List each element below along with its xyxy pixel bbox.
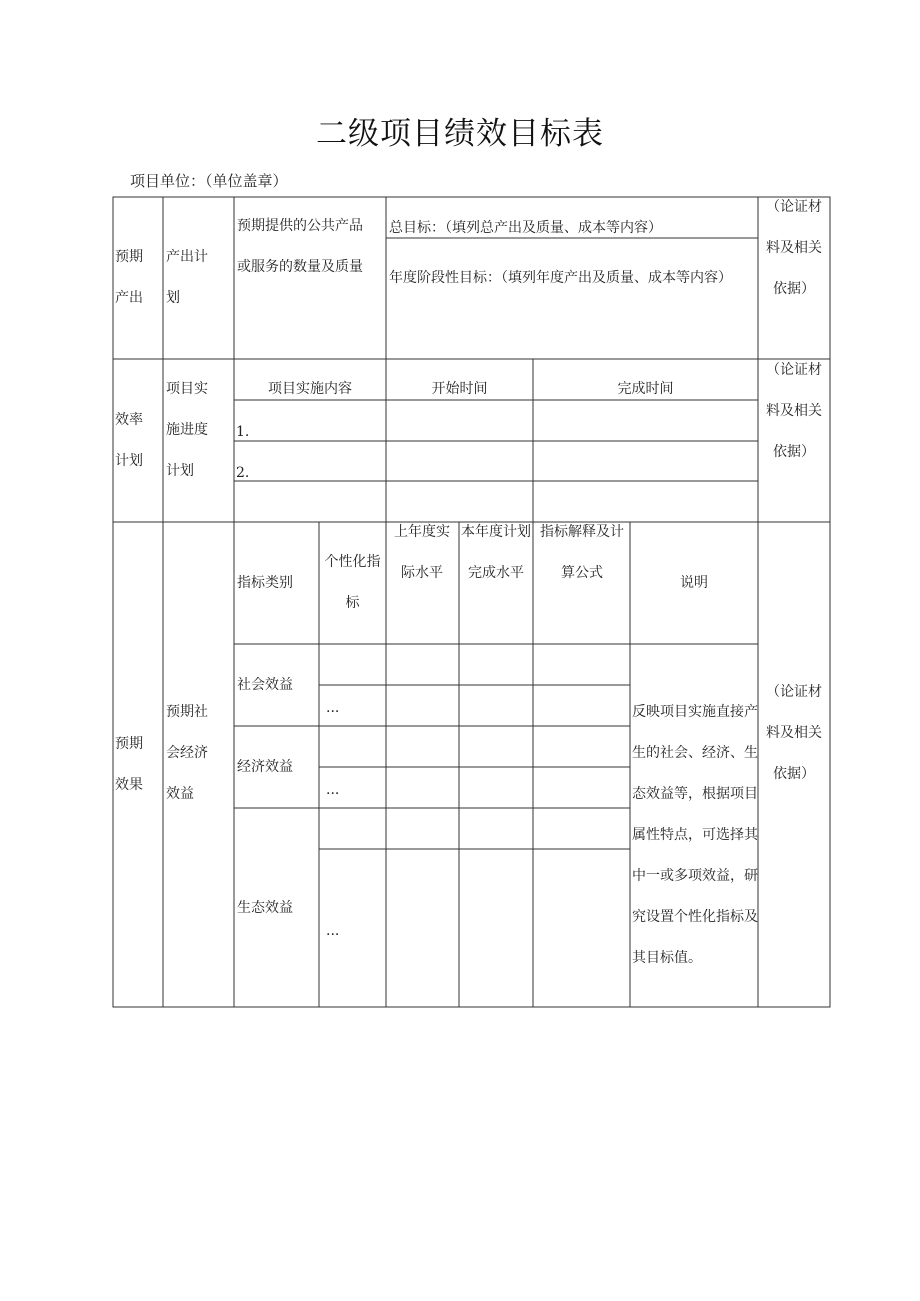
unit-label: 项目单位：（单位盖章） (130, 172, 288, 190)
ellipsis-economic: ... (326, 782, 340, 798)
total-goal: 总目标：（填列总产出及质量、成本等内容） (389, 220, 662, 236)
col-implementation: 项目实施内容 (268, 381, 352, 397)
type-social: 社会效益 (237, 677, 293, 693)
category-output: 预期产出 (115, 249, 143, 306)
col-start-time: 开始时间 (431, 381, 488, 397)
progress-row-2: 2. (236, 465, 250, 481)
category-efficiency: 效率计划 (115, 412, 143, 469)
type-economic: 经济效益 (237, 759, 293, 775)
type-ecological: 生态效益 (237, 900, 293, 916)
sub-progress-plan: 项目实施进度计划 (166, 381, 208, 479)
proof-note-efficiency: （论证材料及相关依据） (766, 362, 822, 460)
category-effect: 预期效果 (115, 736, 143, 793)
col-custom-indicator: 个性化指标 (324, 554, 381, 611)
effect-description: 反映项目实施直接产生的社会、经济、生态效益等，根据项目属性特点，可选择其中一或多项效益，研究设置个性化指标及其目标值。 (632, 704, 758, 966)
proof-note-output: （论证材料及相关依据） (766, 199, 822, 297)
sub-output-plan: 产出计划 (166, 249, 208, 306)
col-this-year: 本年度计划完成水平 (461, 524, 531, 581)
progress-row-1: 1. (236, 424, 250, 440)
output-description: 预期提供的公共产品或服务的数量及质量 (237, 218, 363, 275)
ellipsis-ecological: ... (326, 923, 340, 939)
col-end-time: 完成时间 (617, 381, 674, 397)
col-indicator-type: 指标类别 (237, 575, 293, 591)
proof-note-effect: （论证材料及相关依据） (766, 684, 822, 782)
sub-socioeconomic: 预期社会经济效益 (166, 704, 208, 802)
col-formula: 指标解释及计算公式 (540, 524, 624, 581)
page-title: 二级项目绩效目标表 (316, 116, 604, 152)
ellipsis-social: ... (326, 700, 340, 716)
col-note: 说明 (680, 575, 708, 591)
col-last-year: 上年度实际水平 (394, 524, 450, 581)
annual-goal: 年度阶段性目标：（填列年度产出及质量、成本等内容） (389, 270, 732, 286)
